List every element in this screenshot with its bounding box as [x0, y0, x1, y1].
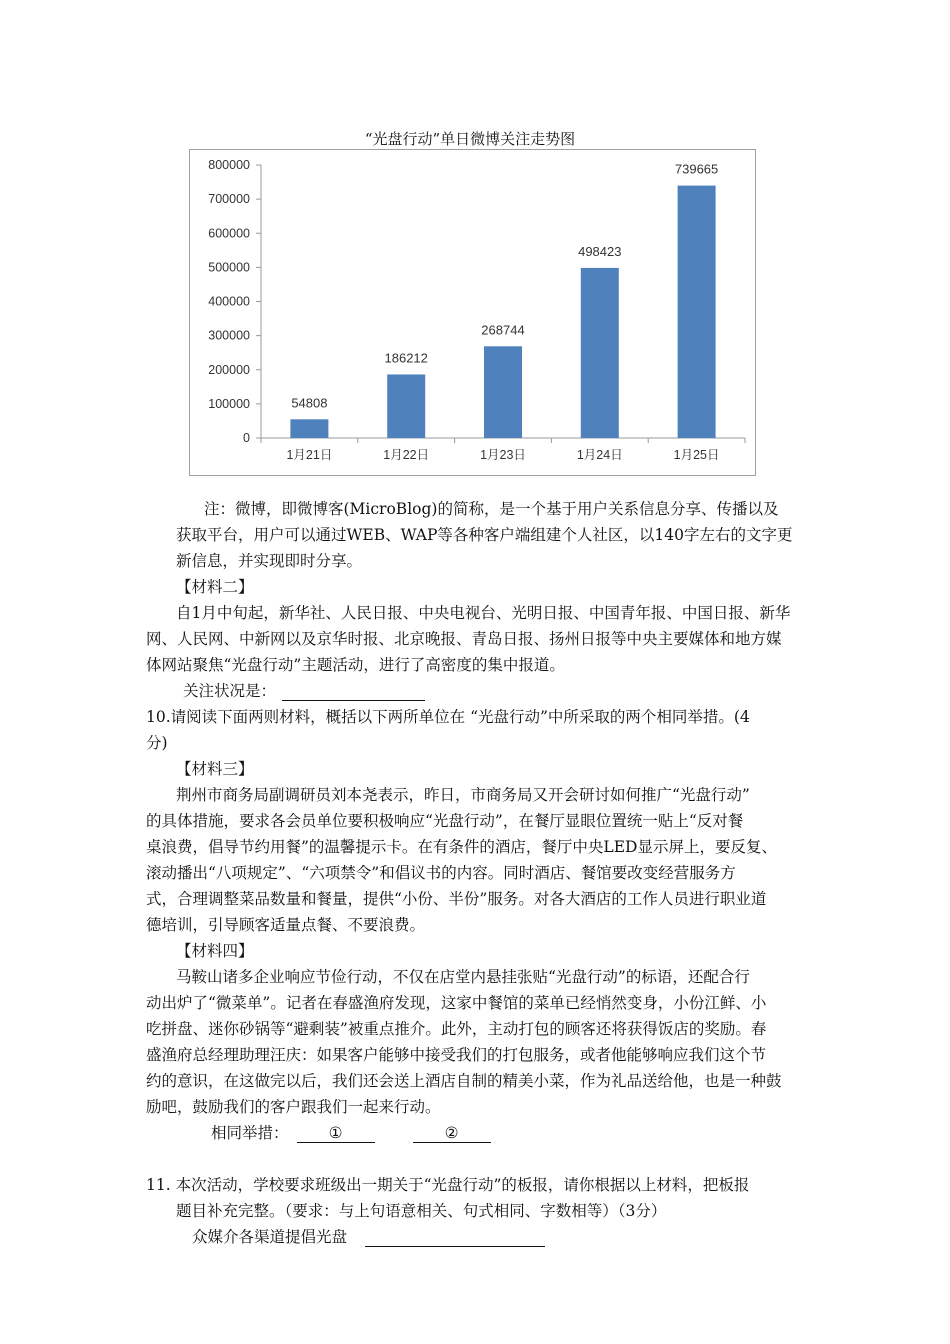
y-tick-label: 600000 — [208, 226, 250, 241]
chart-title: “光盘行动”单日微博关注走势图 — [364, 130, 576, 148]
x-tick-label: 1月21日 — [286, 448, 333, 462]
material2-line-3: 体网站聚焦“光盘行动”主题活动，进行了高密度的集中报道。 — [146, 656, 565, 674]
y-tick-label: 400000 — [208, 294, 250, 309]
data-label: 739665 — [674, 161, 719, 177]
same-measures-label: 相同举措： — [211, 1124, 289, 1142]
q10-line-1: 10.请阅读下面两则材料，概括以下两所单位在 “光盘行动”中所采取的两个相同举措。(4 — [146, 708, 750, 726]
note-line-2: 获取平台，用户可以通过WEB、WAP等各种客户端组建个人社区，以140字左右的文字更 — [176, 526, 793, 544]
material3-heading: 【材料三】 — [176, 760, 254, 778]
y-tick-label: 500000 — [208, 260, 250, 275]
x-tick-label: 1月25日 — [673, 448, 720, 462]
material3-line-3: 桌浪费，倡导节约用餐”的温馨提示卡。在有条件的酒店，餐厅中央LED显示屏上，要反复、 — [146, 838, 777, 856]
y-tick-label: 700000 — [208, 192, 250, 207]
y-tick-label: 100000 — [208, 396, 250, 411]
data-label: 268744 — [481, 322, 525, 338]
x-tick-label: 1月22日 — [383, 448, 430, 462]
material4-line-3: 吃拼盘、迷你砂锅等“避剩装”被重点推介。此外，主动打包的顾客还将获得饭店的奖励。春 — [146, 1020, 767, 1038]
q11-line-2: 题目补充完整。（要求：与上句语意相关、句式相同、字数相等）（3分） — [176, 1202, 667, 1220]
bar — [484, 346, 522, 438]
material4-line-6: 励吧，鼓励我们的客户跟我们一起来行动。 — [146, 1098, 441, 1116]
material4-line-1: 马鞍山诸多企业响应节俭行动，不仅在店堂内悬挂张贴“光盘行动”的标语，还配合行 — [176, 968, 750, 986]
material4-line-5: 约的意识，在这做完以后，我们还会送上酒店自制的精美小菜，作为礼品送给他，也是一种鼓 — [146, 1072, 782, 1090]
note-line-1: 注：微博，即微博客(MicroBlog)的简称，是一个基于用户关系信息分享、传播以及 — [204, 500, 779, 518]
material3-line-6: 德培训，引导顾客适量点餐、不要浪费。 — [146, 916, 426, 934]
data-label: 54808 — [291, 395, 328, 411]
bar — [678, 186, 716, 438]
data-label: 498423 — [578, 243, 622, 259]
material4-heading: 【材料四】 — [176, 942, 254, 960]
q11-line-1: 11. 本次活动，学校要求班级出一期关于“光盘行动”的板报，请你根据以上材料，把板报 — [146, 1176, 750, 1194]
chart-svg — [190, 150, 757, 477]
material3-line-4: 滚动播出“八项规定”、“六项禁令”和倡议书的内容。同时酒店、餐馆要改变经营服务方 — [146, 864, 736, 882]
bar — [581, 268, 619, 438]
bar — [387, 374, 425, 438]
material2-heading: 【材料二】 — [176, 578, 254, 596]
material4-line-2: 动出炉了“微菜单”。记者在春盛渔府发现，这家中餐馆的菜单已经悄然变身，小份江鲜、小 — [146, 994, 767, 1012]
measure-blank-2[interactable]: ② — [413, 1124, 491, 1143]
x-tick-label: 1月23日 — [480, 448, 526, 462]
material2-line-1: 自1月中旬起，新华社、人民日报、中央电视台、光明日报、中国青年报、中国日报、新华 — [176, 604, 791, 622]
board-answer-blank[interactable] — [365, 1228, 545, 1247]
attention-row — [183, 679, 425, 701]
board-prompt: 众媒介各渠道提倡光盘 — [192, 1228, 348, 1246]
y-tick-label: 800000 — [208, 158, 250, 172]
measure-blank-1[interactable]: ① — [297, 1124, 375, 1143]
material4-line-4: 盛渔府总经理助理汪庆：如果客户能够中接受我们的打包服务，或者他能够响应我们这个节 — [146, 1046, 767, 1064]
attention-label: 关注状况是： — [183, 682, 277, 700]
material3-line-1: 荆州市商务局副调研员刘本尧表示，昨日，市商务局又开会研讨如何推广“光盘行动” — [176, 786, 750, 804]
y-tick-label: 0 — [243, 431, 250, 445]
board-row — [192, 1225, 545, 1247]
material3-line-2: 的具体措施，要求各会员单位要积极响应“光盘行动”，在餐厅显眼位置统一贴上“反对餐 — [146, 812, 744, 830]
y-tick-label: 300000 — [208, 328, 250, 343]
y-tick-label: 200000 — [208, 362, 250, 377]
x-tick-label: 1月24日 — [576, 448, 623, 462]
material3-line-5: 式，合理调整菜品数量和餐量，提供“小份、半份”服务。对各大酒店的工作人员进行职业道 — [146, 890, 767, 908]
bar-chart — [189, 149, 756, 476]
bar — [290, 419, 328, 438]
q10-line-2: 分) — [146, 734, 168, 752]
material2-line-2: 网、人民网、中新网以及京华时报、北京晚报、青岛日报、扬州日报等中央主要媒体和地方媒 — [146, 630, 782, 648]
same-measures-row — [211, 1121, 491, 1143]
note-line-3: 新信息，并实现即时分享。 — [176, 552, 363, 570]
data-label: 186212 — [384, 350, 428, 366]
attention-answer-blank[interactable] — [282, 682, 425, 701]
